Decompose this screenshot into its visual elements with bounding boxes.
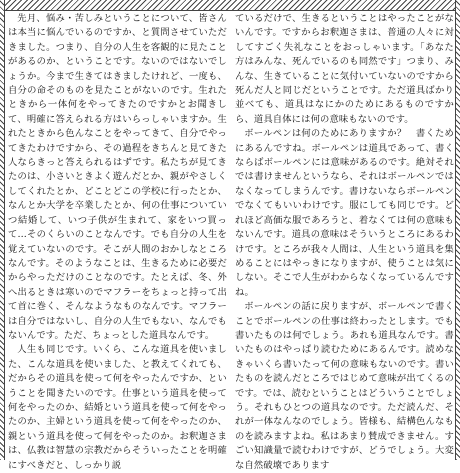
decorative-border-top (4, 0, 456, 11)
paragraph: ボールペンは何のためにありますか？ 書くためにあるんですね。ボールペンは道具であって、書くならばボールペンには意味があるのです。絶対それでは書けませんというなら、それはボールペンではなくなってしまうんです。書けないならボールペンでなくてもいいわけです。服にしても同じです。どれほど高価な服であろうと、着なくては何の意味もないんです。道具の意味はそういうところにあるわけです。ところが我々人間は、人生という道具を集めることにはやっきになりますが、使うことは気にしない。そこで人生がわからなくなっているんですね。 (235, 128, 454, 298)
paragraph: ているだけで、生きるということはやったことがないんです。ですからお釈迦さまは、普通の人々に対してすごく失礼なことをおっしゃいます。「あなた方はみんな、死んでいるのも同然です」つまり、みんな、生きていることに気付いていないのですから死んだ人と同じだということです。ただ道具ばかり並べても、道具はなにかのためにあるものですから、道具自体には何の意味もないのです。 (235, 13, 454, 125)
paragraph: 人生も同じです。いくら、こんな道具を使いました、こんな道具を使いました、と教えてくれても、だからその道具を使って何をやったんですか、ということを聞きたいのです。仕事という道具を使って何をやったのか、結婚という道具を使って何をやったのか、主婦という道具を使って何をやったのか、親という道具を使って何をやったのか。お釈迦さまは、仏教は智慧の宗教だからそういったことを明確にすべきだと、しっかり説 (8, 344, 227, 471)
text-columns (8, 12, 454, 471)
decorative-border-left (0, 0, 5, 460)
paragraph: ボールペンの話に戻りますが、ボールペンで書くことでボールペンの仕事は終わったとします。でも書いたものは何でしょう。あれも道具なんです。書いたものはやっぱり読むためにあるんです。読めなきゃいくら書いたって何の意味もないのです。書いたものを読んだところではじめて意味が出てくるのです。では、読むということはどういうことでしょう。それもひとつの道具なのです。ただ読んだ、それが一体なんなのでしょう。皆様も、結構色んなものを読みますよね。私はあまり賛成できません。すごい知識量で読むわけですが、どうでしょう。大変な自然破壊であります (235, 301, 454, 471)
paragraph: 先月、悩み・苦しみということについて、皆さんは本当に悩んでいるのですか、と質問させていただきました。つまり、自分の人生を客観的に見たことがあるのか、ということです。ないのではないでしょうか。今まで生きてはきましたけれど、一度も、自分の命そのものを見たことがないのです。生れたときから一体何をやってきたのですかとお聞きして、明確に答えられる方はいらっしゃいますか。生れたときから色んなことをやってきて、自分でやってきたわけですから、その過程をきちんと見てきた人ならきっと答えられるはずです。私たちが見てきたのは、小さいときよく遊んだとか、親がやさしくしてくれたとか、どことどこの学校に行ったとか、なんとか大学を卒業したとか、何の仕事についていつ結婚して、いつ子供が生まれて、家をいつ買って…そのくらいのことなんです。でも自分の人生を覚えていないのです。そこが人間のおかしなところなんです。そのようなことは、生きるために必要だからやっただけのことなのです。たとえば、冬、外へ出るときは寒いのでマフラーをちょっと持って出て首に巻く、そんなようなものなんです。マフラーは自分ではないし、自分の人生でもない、なんでもないんです。ただ、ちょっとした道具なんです。 (8, 13, 227, 341)
decorative-border-right (455, 0, 460, 460)
right-column (235, 12, 454, 471)
left-column (8, 12, 227, 471)
